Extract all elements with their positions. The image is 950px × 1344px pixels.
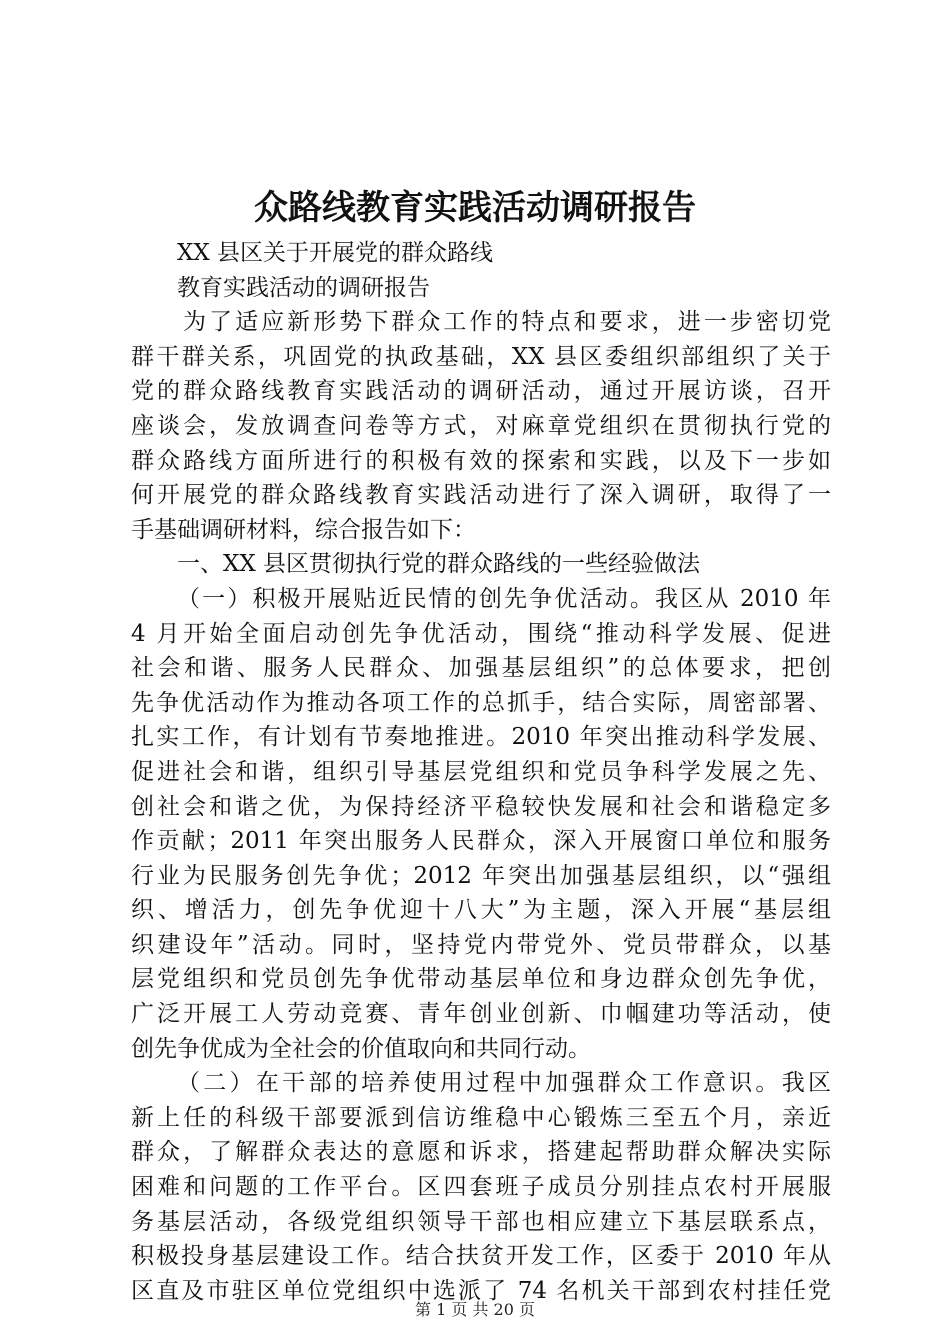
body-text-line: 为了适应新形势下群众工作的特点和要求，进一步密切党 (183, 309, 831, 336)
body-text-line: （一）积极开展贴近民情的创先争优活动。我区从 2010 年 (177, 585, 831, 612)
body-text-line: 社会和谐、服务人民群众、加强基层组织”的总体要求，把创 (131, 655, 831, 682)
body-text-line: 一、XX 县区贯彻执行党的群众路线的一些经验做法 (177, 551, 701, 578)
body-text-line: 区直及市驻区单位党组织中选派了 74 名机关干部到农村挂任党 (131, 1277, 831, 1304)
body-text-line: 群众，了解群众表达的意愿和诉求，搭建起帮助群众解决实际 (131, 1139, 831, 1166)
body-text-line: 新上任的科级干部要派到信访维稳中心锻炼三至五个月，亲近 (131, 1104, 831, 1131)
body-text-line: 教育实践活动的调研报告 (177, 274, 430, 301)
body-text-line: （二）在干部的培养使用过程中加强群众工作意识。我区 (177, 1070, 831, 1097)
body-text-line: 座谈会，发放调查问卷等方式，对麻章党组织在贯彻执行党的 (131, 412, 831, 439)
body-text-line: 创先争优成为全社会的价值取向和共同行动。 (131, 1035, 591, 1062)
body-text-line: 党的群众路线教育实践活动的调研活动，通过开展访谈，召开 (131, 378, 831, 405)
document-title: 众路线教育实践活动调研报告 (254, 188, 696, 228)
body-text-line: 积极投身基层建设工作。结合扶贫开发工作，区委于 2010 年从 (131, 1243, 831, 1270)
body-text-line: 广泛开展工人劳动竞赛、青年创业创新、巾帼建功等活动，使 (131, 1001, 831, 1028)
body-text-line: 扎实工作，有计划有节奏地推进。2010 年突出推动科学发展、 (131, 724, 831, 751)
body-text-line: 层党组织和党员创先争优带动基层单位和身边群众创先争优， (131, 966, 831, 993)
body-text-line: 行业为民服务创先争优；2012 年突出加强基层组织，以“强组 (131, 862, 831, 889)
body-text-line: 务基层活动，各级党组织领导干部也相应建立下基层联系点， (131, 1208, 831, 1235)
body-text-line: 先争优活动作为推动各项工作的总抓手，结合实际，周密部署、 (131, 689, 831, 716)
body-text-line: 织建设年”活动。同时，坚持党内带党外、党员带群众，以基 (131, 931, 831, 958)
body-text-line: 作贡献；2011 年突出服务人民群众，深入开展窗口单位和服务 (131, 828, 831, 855)
body-text-line: 创社会和谐之优，为保持经济平稳较快发展和社会和谐稳定多 (131, 793, 831, 820)
body-text-line: 群干群关系，巩固党的执政基础，XX 县区委组织部组织了关于 (131, 343, 831, 370)
body-text-line: 织、增活力，创先争优迎十八大”为主题，深入开展“基层组 (131, 897, 831, 924)
body-text-line: 困难和问题的工作平台。区四套班子成员分别挂点农村开展服 (131, 1174, 831, 1201)
body-text-line: 促进社会和谐，组织引导基层党组织和党员争科学发展之先、 (131, 758, 831, 785)
page-number-footer: 第 1 页 共 20 页 (415, 1300, 535, 1319)
body-text-line: 群众路线方面所进行的积极有效的探索和实践，以及下一步如 (131, 447, 831, 474)
body-text-line: XX 县区关于开展党的群众路线 (177, 240, 494, 266)
body-text-line: 手基础调研材料，综合报告如下： (131, 516, 476, 543)
document-body (131, 236, 831, 1308)
body-text-line: 何开展党的群众路线教育实践活动进行了深入调研，取得了一 (131, 482, 831, 509)
body-text-line: 4 月开始全面启动创先争优活动，围绕“推动科学发展、促进 (131, 620, 831, 647)
